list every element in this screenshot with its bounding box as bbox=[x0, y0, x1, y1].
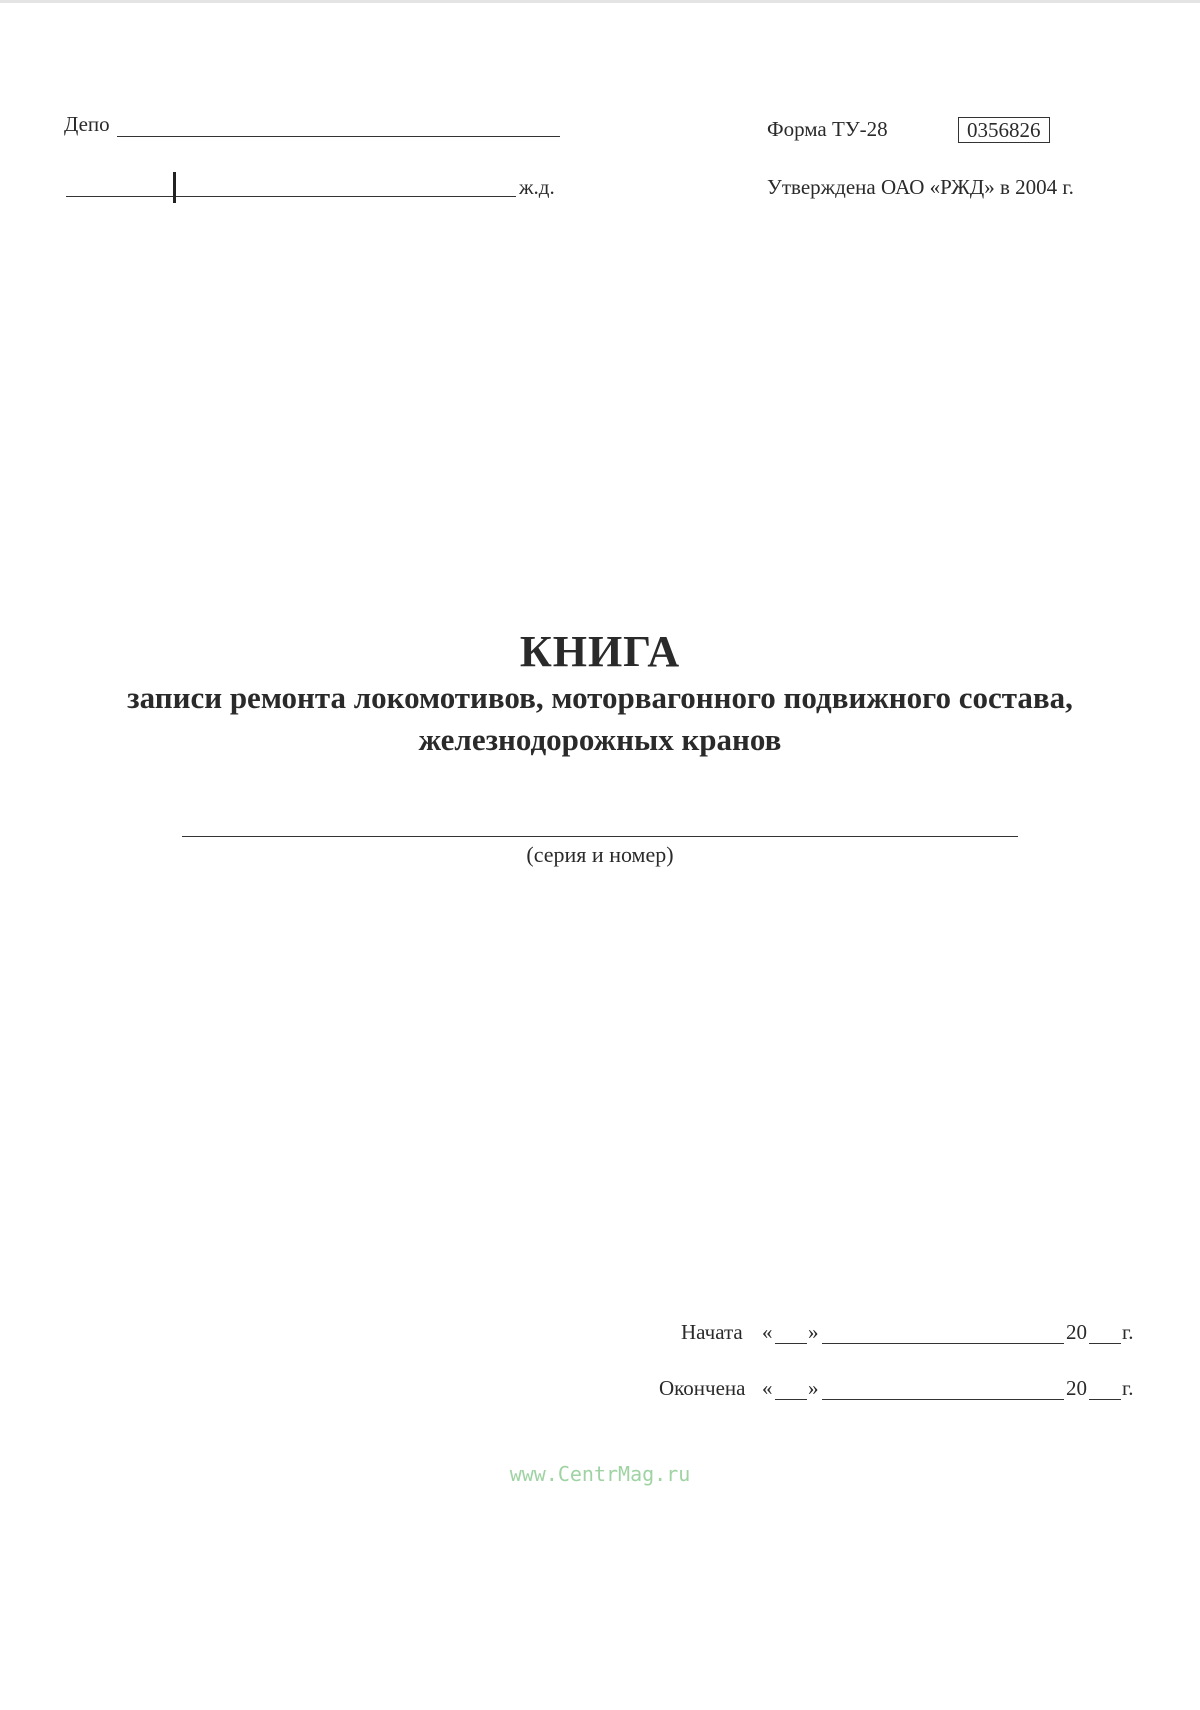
site-watermark: www.CentrMag.ru bbox=[509, 1462, 691, 1486]
book-subtitle-line2: железнодорожных кранов bbox=[418, 722, 782, 757]
finished-month-line bbox=[822, 1399, 1064, 1400]
book-title: КНИГА bbox=[519, 627, 681, 676]
depot-field-line bbox=[117, 136, 560, 137]
depot-label: Депо bbox=[64, 112, 110, 136]
started-day-line bbox=[775, 1343, 807, 1344]
finished-quote-open: « bbox=[762, 1376, 773, 1400]
started-label: Начата bbox=[681, 1320, 743, 1344]
started-year-line bbox=[1089, 1343, 1121, 1344]
railway-field-line bbox=[66, 196, 516, 197]
started-quote-close: » bbox=[808, 1320, 819, 1344]
finished-label: Окончена bbox=[659, 1376, 746, 1400]
started-quote-open: « bbox=[762, 1320, 773, 1344]
finished-year-line bbox=[1089, 1399, 1121, 1400]
railway-suffix: ж.д. bbox=[519, 175, 555, 199]
series-number-line bbox=[182, 836, 1018, 837]
finished-day-line bbox=[775, 1399, 807, 1400]
form-number-box: 0356826 bbox=[958, 117, 1050, 143]
started-year-prefix: 20 bbox=[1066, 1320, 1087, 1344]
started-year-suffix: г. bbox=[1122, 1320, 1134, 1344]
series-number-caption: (серия и номер) bbox=[526, 842, 674, 867]
started-month-line bbox=[822, 1343, 1064, 1344]
form-label: Форма ТУ-28 bbox=[767, 117, 888, 141]
page-top-border bbox=[0, 0, 1200, 3]
finished-year-suffix: г. bbox=[1122, 1376, 1134, 1400]
railway-field-divider bbox=[173, 172, 176, 203]
finished-year-prefix: 20 bbox=[1066, 1376, 1087, 1400]
book-subtitle-line1: записи ремонта локомотивов, моторвагонного подвижного состава, bbox=[127, 680, 1073, 715]
approval-text: Утверждена ОАО «РЖД» в 2004 г. bbox=[767, 175, 1074, 199]
finished-quote-close: » bbox=[808, 1376, 819, 1400]
